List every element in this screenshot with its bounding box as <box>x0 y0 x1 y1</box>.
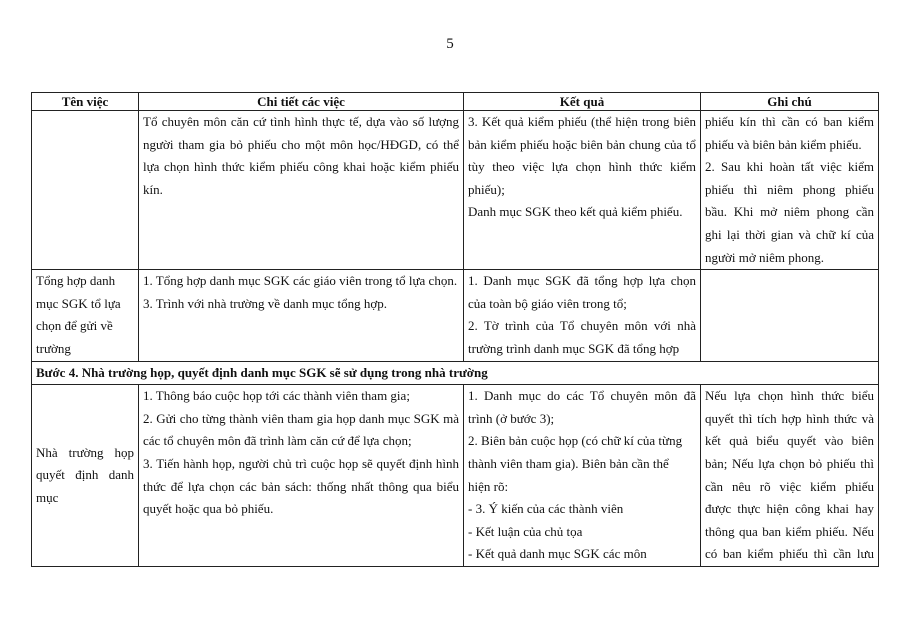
text-line: bầu. Khi mở niêm phong cần <box>705 204 874 220</box>
text-line: quyết định danh <box>36 467 134 483</box>
task-details-cell <box>139 385 464 567</box>
text-line: lựa chọn hình thức kiểm phiếu công khai hoặc kiểm phiếu <box>143 159 459 175</box>
text-line: trình (ở bước 3); <box>468 410 555 426</box>
text-line: - Kết luận của chủ tọa <box>468 523 583 539</box>
step-heading-row <box>32 361 879 385</box>
task-name-cell <box>32 270 139 361</box>
text-line: Nhà trường họp <box>36 444 134 460</box>
task-details-cell <box>139 270 464 361</box>
text-line: phiếu thì niêm phong phiếu <box>705 181 874 197</box>
text-line: 1. Thông báo cuộc họp tới các thành viên tham gia; <box>143 388 410 404</box>
text-line: - Kết quả danh mục SGK các môn <box>468 546 647 562</box>
text-line: cần nêu rõ việc kiểm phiếu <box>705 478 874 494</box>
text-line: 1. Danh mục do các Tổ chuyên môn đã <box>468 388 696 404</box>
text-line: 2. Gửi cho từng thành viên tham gia họp danh mục SGK mà <box>143 410 459 426</box>
text-line: thành viên tham gia). Biên bản cần thể <box>468 455 669 471</box>
text-line: 3. Tiến hành họp, người chủ trì cuộc họp sẽ quyết định hình <box>143 455 459 471</box>
text-line: tùy theo việc lựa chọn hình thức kiểm <box>468 159 696 175</box>
text-line: có ban kiểm phiếu thì cần lưu <box>705 546 874 562</box>
task-table <box>31 92 879 567</box>
text-line: kết quả biểu quyết vào biên <box>705 433 874 449</box>
task-details-cell <box>139 111 464 270</box>
notes-cell <box>701 111 879 270</box>
step-4-heading: Bước 4. Nhà trường họp, quyết định danh mục SGK sẽ sử dụng trong nhà trường <box>32 361 879 385</box>
header-task-name: Tên việc <box>32 93 139 111</box>
text-line: người tham gia bỏ phiếu cho một môn học/HĐGD, có thể <box>143 136 459 152</box>
text-line: Tổng hợp danh <box>36 273 116 289</box>
text-line: - 3. Ý kiến của các thành viên <box>468 501 624 517</box>
text-line: phiếu và biên bản kiểm phiếu. <box>705 136 862 152</box>
text-line: phiếu kín thì cần có ban kiểm <box>705 114 874 129</box>
text-line: Danh mục SGK theo kết quả kiểm phiếu. <box>468 204 683 220</box>
table-row <box>32 385 879 567</box>
text-line: 1. Tổng hợp danh mục SGK các giáo viên trong tổ lựa chọn. <box>143 273 458 289</box>
text-line: người mở niêm phong. <box>705 249 825 265</box>
text-line: 3. Trình với nhà trường về danh mục tổng hợp. <box>143 295 387 311</box>
text-line: thức để lựa chọn các bản sách: thống nhất thông qua biểu <box>143 478 459 494</box>
table-row <box>32 111 879 270</box>
result-cell <box>464 111 701 270</box>
table-row <box>32 270 879 361</box>
text-line: kín. <box>143 181 163 197</box>
text-line: Tổ chuyên môn căn cứ tình hình thực tế, dựa vào số lượng <box>143 114 459 129</box>
text-line: trường <box>36 340 71 356</box>
text-line: 2. Tờ trình của Tổ chuyên môn với nhà <box>468 318 696 334</box>
text-line: của toàn bộ giáo viên trong tổ; <box>468 295 627 311</box>
task-name-cell <box>32 111 139 270</box>
text-line: 2. Sau khi hoàn tất việc kiểm <box>705 159 874 175</box>
page-number: 5 <box>446 36 454 52</box>
notes-cell <box>701 270 879 361</box>
text-line: mục SGK tổ lựa <box>36 295 121 311</box>
text-line: trường trình danh mục SGK đã tổng hợp <box>468 340 680 356</box>
text-line: các tổ chuyên môn đã trình làm căn cứ để lựa chọn; <box>143 433 412 449</box>
header-notes: Ghi chú <box>701 93 879 111</box>
text-line: bản; Nếu lựa chọn bỏ phiếu thì <box>705 455 874 471</box>
text-line: 1. Danh mục SGK đã tổng hợp lựa chọn <box>468 273 696 289</box>
table-header-row <box>32 93 879 111</box>
result-cell <box>464 385 701 567</box>
text-line: mục <box>36 489 59 505</box>
header-task-details: Chi tiết các việc <box>139 93 464 111</box>
text-line: quyết thì tích hợp hình thức và <box>705 410 874 426</box>
text-line: được thực hiện công khai hay <box>705 501 874 517</box>
text-line: quyết hoặc qua bỏ phiếu. <box>143 501 274 517</box>
notes-cell <box>701 385 879 567</box>
header-result: Kết quả <box>464 93 701 111</box>
text-line: thông qua ban kiểm phiếu. Nếu <box>705 523 874 539</box>
text-line: bản kiểm phiếu hoặc biên bản chung của tổ <box>468 136 696 152</box>
text-line: phiếu); <box>468 181 505 197</box>
task-name-cell <box>32 385 139 567</box>
text-line: hiện rõ: <box>468 478 509 494</box>
result-cell <box>464 270 701 361</box>
text-line: Nếu lựa chọn hình thức biểu <box>705 388 874 404</box>
text-line: 3. Kết quả kiểm phiếu (thể hiện trong biên <box>468 114 696 129</box>
text-line: chọn để gửi về <box>36 318 113 334</box>
text-line: 2. Biên bản cuộc họp (có chữ kí của từng <box>468 433 683 449</box>
text-line: ghi lại thời gian và chữ kí của <box>705 226 874 242</box>
